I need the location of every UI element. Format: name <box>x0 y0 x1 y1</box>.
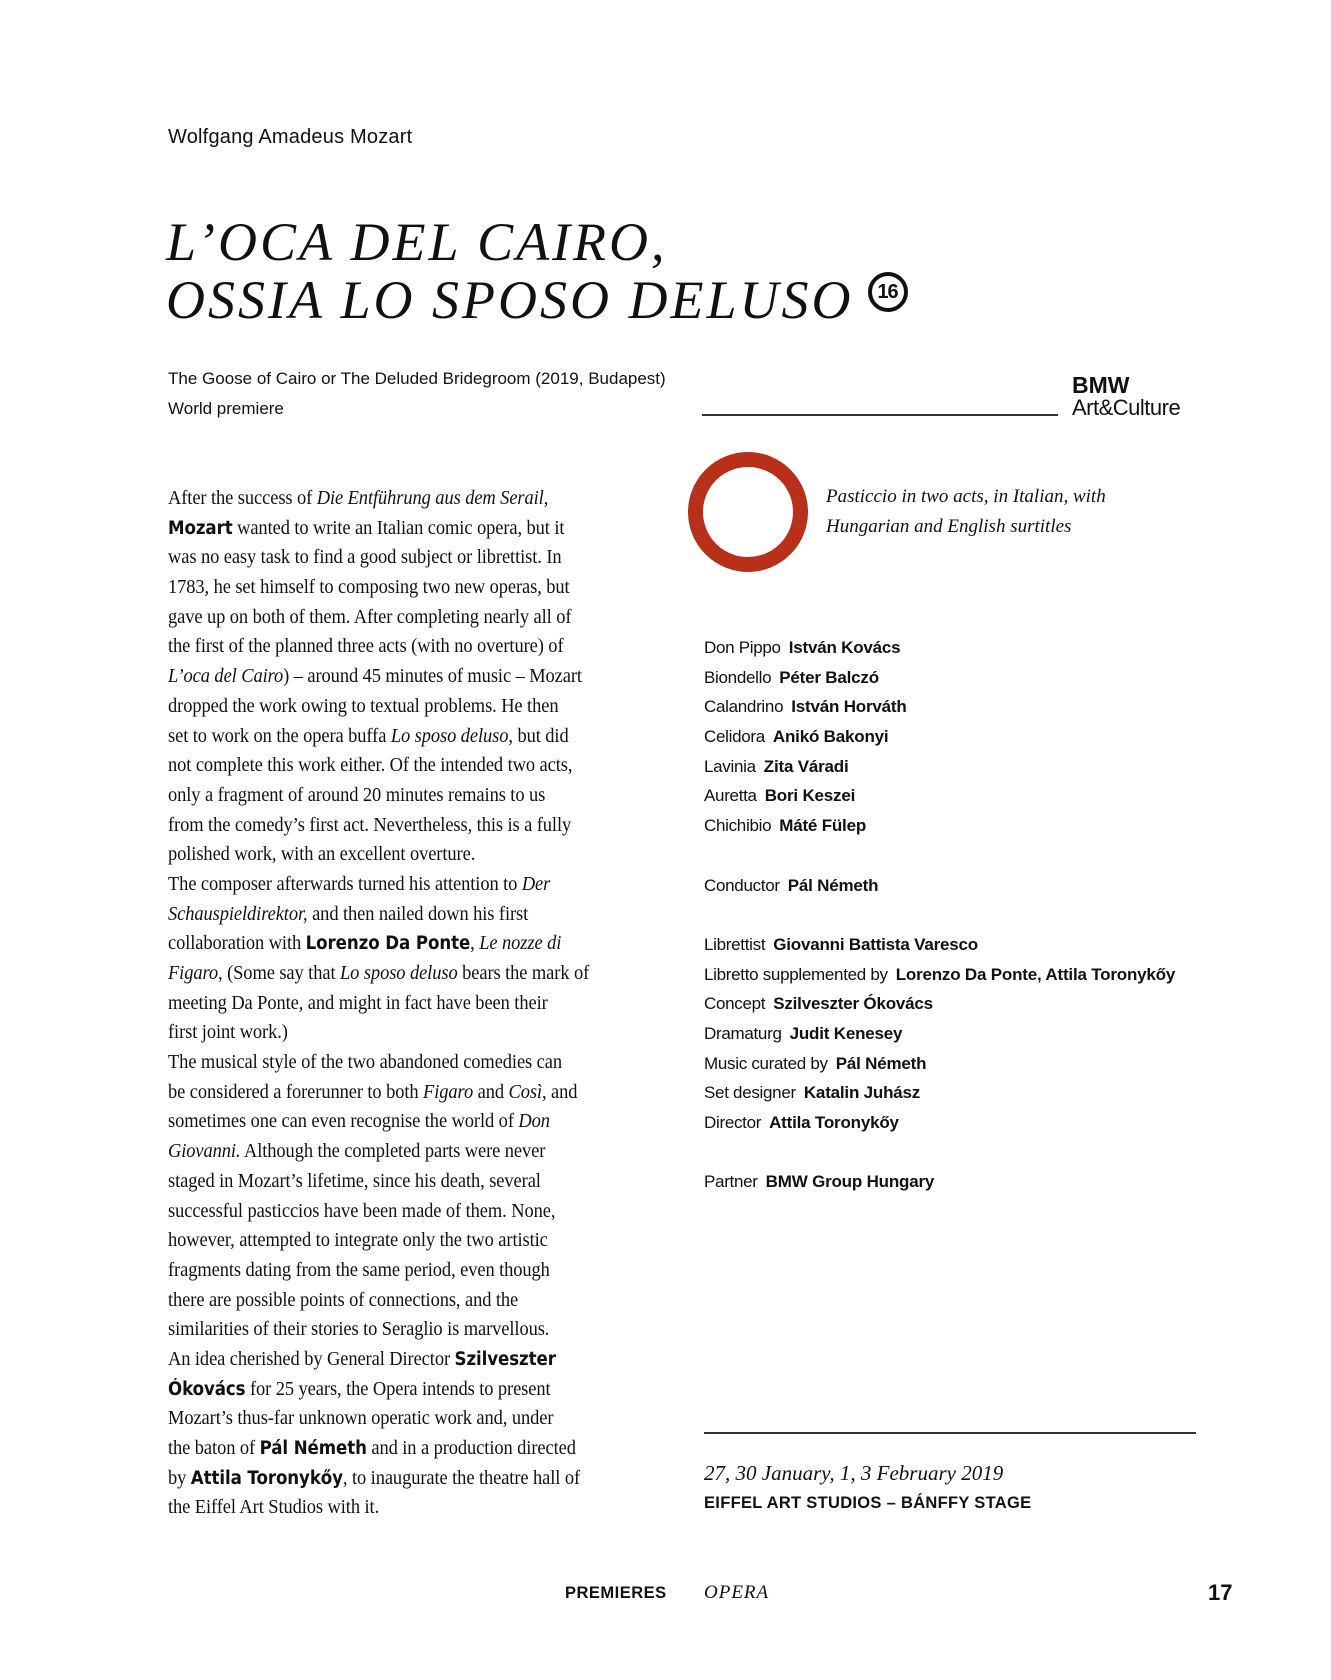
body-line <box>168 811 618 841</box>
body-text: from the comedy’s first act. Nevertheless, this is a fully <box>168 813 572 836</box>
body-text: (Some say that <box>222 962 341 984</box>
credit-row <box>704 1167 1175 1197</box>
body-text: gave up on both of them. After completing nearly all of <box>168 605 572 628</box>
body-line <box>168 1137 618 1167</box>
body-line <box>168 543 618 573</box>
credit-role: Set designer <box>704 1083 796 1103</box>
body-line <box>168 1315 618 1345</box>
credit-role: Librettist <box>704 934 766 954</box>
body-line <box>168 989 618 1019</box>
body-text: , and <box>541 1080 578 1103</box>
credit-name: Attila Toronykőy <box>769 1113 899 1132</box>
body-text: and then nailed down his first <box>307 902 529 925</box>
credit-row <box>704 930 1175 960</box>
body-text: by <box>168 1466 191 1489</box>
body-line <box>168 870 618 900</box>
credit-role: Biondello <box>704 667 772 687</box>
credit-role: Dramaturg <box>704 1023 782 1043</box>
body-text: similarities of their stories to Seraglio is marvellous. <box>168 1318 550 1341</box>
body-text: only a fragment of around 20 minutes remains to us <box>168 783 546 806</box>
credit-row <box>704 722 1175 752</box>
english-subtitle: The Goose of Cairo or The Deluded Bridegroom (2019, Budapest) <box>168 369 666 388</box>
body-line <box>168 1226 618 1256</box>
bold-name: Szilveszter <box>454 1348 556 1370</box>
spacer <box>704 900 1175 930</box>
body-text: After the success of <box>168 487 317 509</box>
body-line <box>168 900 618 930</box>
credit-row <box>704 663 1175 693</box>
title-line-2-row <box>166 270 908 330</box>
composer-name: Wolfgang Amadeus Mozart <box>168 126 413 148</box>
body-line <box>168 1107 618 1137</box>
italic-title: Le nozze di <box>479 932 562 955</box>
page-number: 17 <box>1208 1580 1233 1605</box>
body-text: , but did <box>508 724 569 747</box>
body-text: Although the completed parts were never <box>240 1140 546 1163</box>
divider <box>702 414 1058 416</box>
body-line <box>168 1493 618 1523</box>
body-line <box>168 662 618 692</box>
body-line <box>168 514 618 544</box>
body-text: , to inaugurate the theatre hall of <box>342 1466 581 1489</box>
body-text: be considered a forerunner to both <box>168 1080 424 1103</box>
body-text: there are possible points of connections, and the <box>168 1288 519 1311</box>
description-line-1: Pasticcio in two acts, in Italian, with <box>826 486 1106 507</box>
credit-role: Concept <box>704 994 766 1014</box>
credit-name: Giovanni Battista Varesco <box>773 934 978 954</box>
body-line <box>168 484 618 514</box>
body-line <box>168 1256 618 1286</box>
body-line <box>168 632 618 662</box>
body-text: the baton of <box>168 1437 260 1459</box>
italic-title: Don <box>518 1110 550 1133</box>
italic-title: Figaro <box>423 1080 474 1103</box>
spacer <box>704 1138 1175 1168</box>
credit-name: Zita Váradi <box>763 756 849 776</box>
body-line <box>168 1464 618 1494</box>
credit-name: BMW Group Hungary <box>765 1172 935 1192</box>
body-text: polished work, with an excellent overture. <box>168 843 476 866</box>
bold-name: Ókovács <box>168 1378 246 1400</box>
bold-name: Mozart <box>168 517 233 539</box>
body-text: set to work on the opera buffa <box>168 724 391 747</box>
credit-name: István Kovács <box>788 638 901 657</box>
credit-role: Libretto supplemented by <box>704 964 888 984</box>
body-text: An idea cherished by General Director <box>168 1347 455 1370</box>
credit-role: Don Pippo <box>704 638 781 657</box>
spacer <box>704 841 1175 871</box>
credit-name: Péter Balczó <box>779 667 879 687</box>
credit-row <box>704 1108 1175 1138</box>
credit-row <box>704 633 1175 663</box>
footer-section: PREMIERES <box>565 1584 667 1602</box>
credit-row <box>704 1078 1175 1108</box>
italic-title: Così <box>508 1080 542 1103</box>
body-text: and in a production directed <box>366 1437 576 1459</box>
performance-venue: EIFFEL ART STUDIOS – BÁNFFY STAGE <box>704 1494 1032 1512</box>
body-line <box>168 751 618 781</box>
bold-name: Pál Németh <box>259 1438 367 1459</box>
divider <box>704 1432 1196 1434</box>
credit-role: Music curated by <box>704 1053 828 1073</box>
credit-row <box>704 871 1175 901</box>
body-line <box>168 1048 618 1078</box>
body-text: wanted to write an Italian comic opera, but it <box>232 516 565 539</box>
body-line <box>168 573 618 603</box>
credit-role: Conductor <box>704 875 780 895</box>
body-line <box>168 929 618 959</box>
credit-name: Szilveszter Ókovács <box>773 994 933 1014</box>
body-text: the Eiffel Art Studios with it. <box>168 1496 380 1519</box>
credit-row <box>704 692 1175 722</box>
italic-title: Lo sposo deluso <box>340 962 458 984</box>
bold-name: Attila Toronykőy <box>190 1467 343 1489</box>
premiere-label: World premiere <box>168 399 284 418</box>
body-line <box>168 959 618 989</box>
body-line <box>168 722 618 752</box>
body-line <box>168 1375 618 1405</box>
body-text: Mozart’s thus-far unknown operatic work and, under <box>168 1407 554 1430</box>
body-text: collaboration with <box>168 932 306 955</box>
red-ring-icon <box>688 452 808 572</box>
credit-role: Celidora <box>704 727 765 747</box>
credit-row <box>704 960 1175 990</box>
credit-row <box>704 781 1175 811</box>
body-text: bears the mark of <box>457 962 590 984</box>
body-text: and <box>473 1080 509 1103</box>
body-line <box>168 840 618 870</box>
credit-name: Judit Kenesey <box>789 1023 903 1043</box>
body-text: was no easy task to find a good subject or librettist. In <box>168 546 562 569</box>
body-text: , <box>543 487 549 509</box>
body-text: fragments dating from the same period, even though <box>168 1258 550 1281</box>
italic-title: L’oca del Cairo <box>168 665 284 688</box>
title-line-2: OSSIA LO SPOSO DELUSO <box>166 270 854 330</box>
credit-name: Máté Fülep <box>779 816 867 836</box>
credit-role: Calandrino <box>704 697 784 717</box>
italic-title: Lo sposo deluso <box>390 724 509 747</box>
italic-title: Schauspieldirektor, <box>168 902 308 925</box>
credit-role: Chichibio <box>704 816 772 836</box>
body-text: The musical style of the two abandoned comedies can <box>168 1051 563 1074</box>
credit-name: Katalin Juhász <box>803 1083 921 1103</box>
body-text: first joint work.) <box>168 1021 288 1044</box>
body-line <box>168 692 618 722</box>
sponsor-logo-line2: Art&Culture <box>1072 395 1181 420</box>
credit-name: István Horváth <box>791 697 907 717</box>
body-text: ) – around 45 minutes of music – Mozart <box>283 665 582 688</box>
body-text: however, attempted to integrate only the two artistic <box>168 1229 548 1252</box>
credit-name: Pál Németh <box>787 875 879 895</box>
credit-row <box>704 811 1175 841</box>
credit-name: Pál Németh <box>835 1053 927 1073</box>
body-text: staged in Mozart’s lifetime, since his death, several <box>168 1169 541 1192</box>
body-line <box>168 1197 618 1227</box>
credit-row <box>704 1049 1175 1079</box>
body-line <box>168 1018 618 1048</box>
body-text: not complete this work either. Of the intended two acts, <box>168 754 573 777</box>
footer-category: OPERA <box>704 1582 770 1603</box>
title-line-1: L’OCA DEL CAIRO, <box>166 212 668 272</box>
sponsor-logo-line1: BMW <box>1072 372 1130 398</box>
performance-dates: 27, 30 January, 1, 3 February 2019 <box>704 1461 1004 1485</box>
body-line <box>168 1434 618 1464</box>
credits-list <box>704 633 1175 1197</box>
body-line <box>168 1078 618 1108</box>
credit-row <box>704 989 1175 1019</box>
body-line <box>168 1167 618 1197</box>
credit-row <box>704 752 1175 782</box>
italic-title: Der <box>521 872 551 895</box>
credit-role: Partner <box>704 1172 758 1192</box>
body-text: for 25 years, the Opera intends to present <box>245 1377 551 1400</box>
credit-name: Anikó Bakonyi <box>772 727 889 747</box>
body-text: successful pasticcios have been made of them. None, <box>168 1199 556 1222</box>
body-text: meeting Da Ponte, and might in fact have been their <box>168 991 548 1014</box>
credit-row <box>704 1019 1175 1049</box>
body-line <box>168 603 618 633</box>
body-line <box>168 1286 618 1316</box>
credit-role: Auretta <box>704 786 757 806</box>
italic-title: Figaro, <box>168 962 223 984</box>
credit-role: Lavinia <box>704 756 756 776</box>
italic-title: Giovanni. <box>168 1140 241 1163</box>
italic-title: Die Entführung aus dem Serail <box>316 487 544 509</box>
body-text: sometimes one can even recognise the world of <box>168 1110 519 1133</box>
body-line <box>168 1404 618 1434</box>
body-line <box>168 781 618 811</box>
article-body <box>168 484 668 1523</box>
description-line-2: Hungarian and English surtitles <box>826 516 1072 537</box>
credit-role: Director <box>704 1113 762 1132</box>
credit-name: Lorenzo Da Ponte, Attila Toronykőy <box>895 964 1176 984</box>
age-rating-badge: 16 <box>868 272 908 312</box>
body-text: dropped the work owing to textual problems. He then <box>168 694 559 717</box>
bold-name: Lorenzo Da Ponte <box>305 933 471 955</box>
body-line <box>168 1345 618 1375</box>
credit-name: Bori Keszei <box>764 786 856 806</box>
body-text: the first of the planned three acts (with no overture) of <box>168 635 564 658</box>
body-text: 1783, he set himself to composing two new operas, but <box>168 576 570 599</box>
body-text: The composer afterwards turned his attention to <box>168 872 522 895</box>
body-text: , <box>470 932 480 955</box>
